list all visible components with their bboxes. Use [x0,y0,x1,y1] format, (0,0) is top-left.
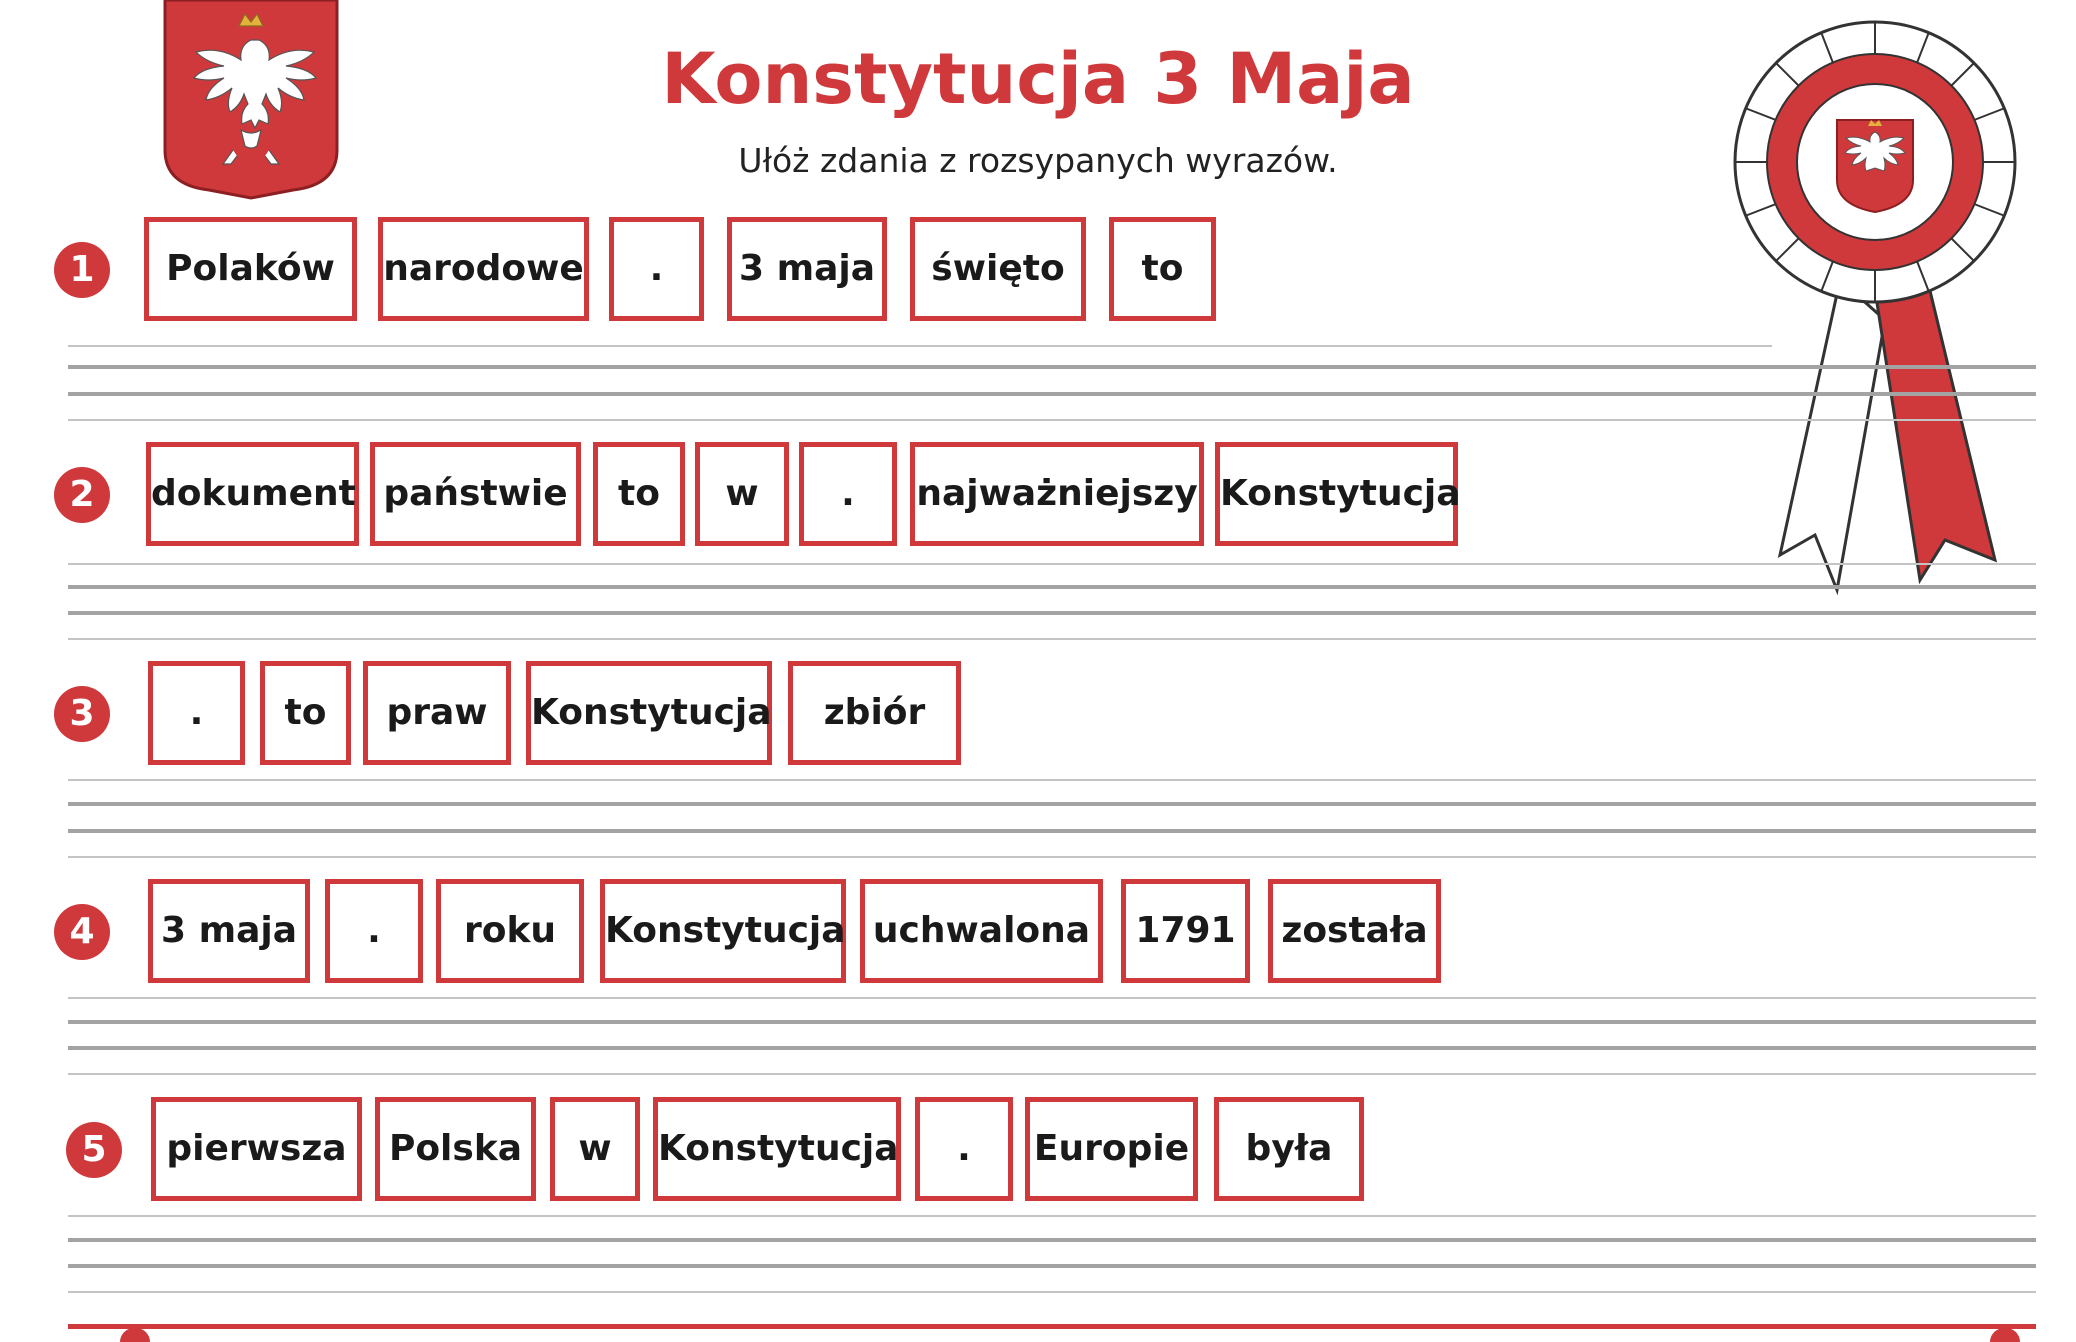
word-tile[interactable]: to [260,661,351,765]
word-tile[interactable]: to [1109,217,1216,321]
word-tile[interactable]: Polaków [144,217,357,321]
exercise-number: 4 [54,904,110,960]
writing-line [68,1046,2036,1050]
word-tile[interactable]: była [1214,1097,1364,1201]
word-tile[interactable]: praw [363,661,511,765]
writing-line [68,802,2036,806]
word-tile[interactable]: roku [436,879,584,983]
word-tile[interactable]: w [695,442,789,546]
word-tile[interactable]: święto [910,217,1086,321]
word-tile[interactable]: narodowe [378,217,589,321]
word-tile[interactable]: 1791 [1121,879,1250,983]
word-tile[interactable]: uchwalona [860,879,1103,983]
writing-line [68,419,2036,421]
writing-line [68,585,2036,589]
writing-line [68,365,2036,369]
word-tile[interactable]: to [593,442,685,546]
word-tile[interactable]: Polska [375,1097,536,1201]
writing-line [68,563,2036,565]
national-cockade-rosette-icon [1725,20,2025,595]
footer-rule [68,1324,2036,1329]
word-tile[interactable]: . [325,879,423,983]
word-tile[interactable]: Europie [1025,1097,1198,1201]
word-tile[interactable]: 3 maja [727,217,887,321]
exercise-number: 3 [54,686,110,742]
word-tile[interactable]: Konstytucja [1215,442,1458,546]
word-tile[interactable]: Konstytucja [600,879,846,983]
word-tile[interactable]: państwie [370,442,581,546]
word-tile[interactable]: . [609,217,704,321]
word-tile[interactable]: . [148,661,245,765]
exercise-number: 5 [66,1122,122,1178]
writing-line [68,1020,2036,1024]
writing-line [68,779,2036,781]
footer-decoration [1990,1328,2020,1342]
writing-line [68,1291,2036,1293]
writing-line [68,392,2036,396]
word-tile[interactable]: pierwsza [151,1097,362,1201]
footer-decoration [120,1328,150,1342]
writing-line [68,638,2036,640]
writing-line [68,1238,2036,1242]
exercise-number: 1 [54,242,110,298]
word-tile[interactable]: najważniejszy [910,442,1204,546]
word-tile[interactable]: w [550,1097,640,1201]
word-tile[interactable]: zbiór [788,661,961,765]
writing-line [68,1264,2036,1268]
writing-line [68,345,1772,347]
writing-line [68,829,2036,833]
word-tile[interactable]: . [915,1097,1013,1201]
instruction-text: Ułóż zdania z rozsypanych wyrazów. [738,141,1338,180]
word-tile[interactable]: dokument [146,442,359,546]
word-tile[interactable]: Konstytucja [653,1097,901,1201]
writing-line [68,1215,2036,1217]
writing-line [68,1073,2036,1075]
exercise-number: 2 [54,467,110,523]
word-tile[interactable]: Konstytucja [526,661,772,765]
word-tile[interactable]: została [1268,879,1441,983]
writing-line [68,997,2036,999]
page-title: Konstytucja 3 Maja [661,38,1415,120]
writing-line [68,611,2036,615]
word-tile[interactable]: . [799,442,897,546]
writing-line [68,856,2036,858]
word-tile[interactable]: 3 maja [148,879,310,983]
